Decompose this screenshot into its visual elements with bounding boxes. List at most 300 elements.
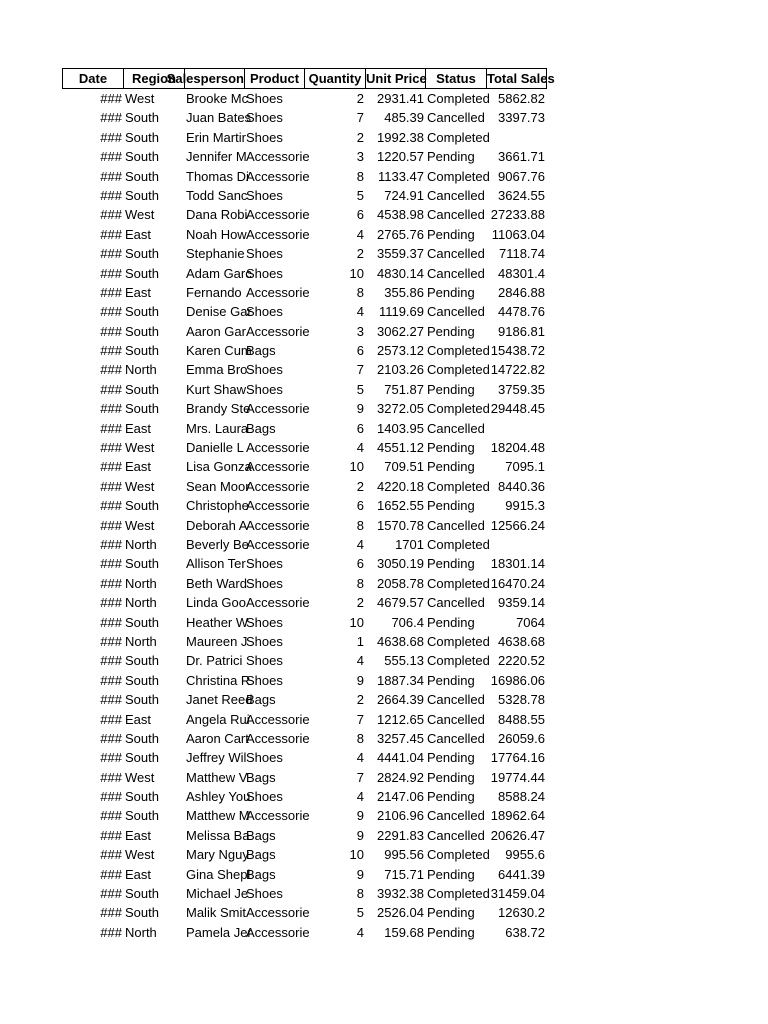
unit-price-cell[interactable]: 2824.92 [377,769,424,785]
region-cell[interactable]: South [125,905,159,921]
date-cell[interactable]: ### [100,905,122,921]
unit-price-cell[interactable]: 2147.06 [377,789,424,805]
status-cell[interactable]: Completed [427,362,490,378]
product-cell[interactable]: Accessorie [246,168,310,184]
quantity-cell[interactable]: 8 [356,575,364,591]
date-cell[interactable]: ### [100,827,122,843]
total-sales-cell[interactable]: 8440.36 [498,478,545,494]
date-cell[interactable]: ### [100,614,122,630]
salesperson-cell[interactable]: Dr. Patrici [186,653,243,669]
unit-price-cell[interactable]: 3932.38 [377,886,424,902]
total-sales-cell[interactable]: 2846.88 [498,284,545,300]
quantity-cell[interactable]: 10 [349,459,364,475]
salesperson-cell[interactable]: Mary Nguy [186,847,249,863]
quantity-cell[interactable]: 2 [356,478,364,494]
date-cell[interactable]: ### [100,246,122,262]
total-sales-cell[interactable]: 18962.64 [490,808,545,824]
region-cell[interactable]: East [125,827,152,843]
unit-price-cell[interactable]: 2106.96 [377,808,424,824]
salesperson-cell[interactable]: Aaron Cart [186,730,249,746]
salesperson-cell[interactable]: Brooke Mc [186,91,249,106]
unit-price-cell[interactable]: 2765.76 [377,226,424,242]
salesperson-cell[interactable]: Melissa Ba [186,827,250,843]
salesperson-cell[interactable]: Denise Gar [186,304,252,320]
salesperson-cell[interactable]: Emma Bro [186,362,248,378]
status-cell[interactable]: Pending [427,323,475,339]
total-sales-cell[interactable]: 31459.04 [490,886,545,902]
quantity-cell[interactable]: 9 [356,808,364,824]
total-sales-cell[interactable]: 12630.2 [498,905,545,921]
header-date[interactable]: Date [62,68,124,89]
status-cell[interactable]: Pending [427,866,475,882]
unit-price-cell[interactable]: 3559.37 [377,246,424,262]
product-cell[interactable]: Bags [246,692,276,708]
unit-price-cell[interactable]: 3257.45 [377,730,424,746]
status-cell[interactable]: Pending [427,459,475,475]
status-cell[interactable]: Cancelled [427,420,485,436]
salesperson-cell[interactable]: Sean Moor [186,478,250,494]
status-cell[interactable]: Cancelled [427,808,485,824]
unit-price-cell[interactable]: 2103.26 [377,362,424,378]
salesperson-cell[interactable]: Fernando [186,284,242,300]
product-cell[interactable]: Accessorie [246,149,310,165]
status-cell[interactable]: Cancelled [427,187,485,203]
status-cell[interactable]: Pending [427,149,475,165]
region-cell[interactable]: North [125,536,157,552]
quantity-cell[interactable]: 3 [356,149,364,165]
unit-price-cell[interactable]: 4679.57 [377,595,424,611]
quantity-cell[interactable]: 3 [356,323,364,339]
status-cell[interactable]: Cancelled [427,517,485,533]
region-cell[interactable]: South [125,401,159,417]
total-sales-cell[interactable] [487,535,547,554]
salesperson-cell[interactable]: Beverly Be [186,536,249,552]
date-cell[interactable]: ### [100,730,122,746]
salesperson-cell[interactable]: Pamela Jer [186,924,252,940]
salesperson-cell[interactable]: Christina R [186,672,251,688]
date-cell[interactable]: ### [100,420,122,436]
product-cell[interactable]: Shoes [246,381,283,397]
date-cell[interactable]: ### [100,149,122,165]
header-status[interactable]: Status [426,68,487,89]
total-sales-cell[interactable]: 26059.6 [498,730,545,746]
header-total-sales[interactable]: Total Sales [487,68,547,89]
unit-price-cell[interactable]: 4220.18 [377,478,424,494]
product-cell[interactable]: Bags [246,343,276,359]
total-sales-cell[interactable]: 9186.81 [498,323,545,339]
salesperson-cell[interactable]: Angela Rui [186,711,250,727]
region-cell[interactable]: East [125,420,152,436]
region-cell[interactable]: North [125,575,157,591]
salesperson-cell[interactable]: Adam Garc [186,265,252,281]
region-cell[interactable]: South [125,672,159,688]
date-cell[interactable]: ### [100,187,122,203]
status-cell[interactable]: Cancelled [427,265,485,281]
salesperson-cell[interactable]: Dana Robi [186,207,248,223]
date-cell[interactable]: ### [100,168,122,184]
total-sales-cell[interactable]: 3624.55 [498,187,545,203]
product-cell[interactable]: Accessorie [246,595,310,611]
status-cell[interactable]: Completed [427,536,490,552]
region-cell[interactable]: West [125,207,155,223]
total-sales-cell[interactable]: 16986.06 [490,672,545,688]
region-cell[interactable]: North [125,633,157,649]
unit-price-cell[interactable]: 3050.19 [377,556,424,572]
status-cell[interactable]: Completed [427,847,490,863]
region-cell[interactable]: East [125,226,152,242]
date-cell[interactable]: ### [100,866,122,882]
product-cell[interactable]: Bags [246,866,276,882]
region-cell[interactable]: South [125,246,159,262]
total-sales-cell[interactable] [487,128,547,147]
product-cell[interactable]: Accessorie [246,517,310,533]
product-cell[interactable]: Accessorie [246,905,310,921]
region-cell[interactable]: East [125,866,152,882]
quantity-cell[interactable]: 6 [356,343,364,359]
date-cell[interactable]: ### [100,789,122,805]
header-salesperson[interactable]: Salesperson [185,68,245,89]
region-cell[interactable]: East [125,711,152,727]
salesperson-cell[interactable]: Todd Sanc [186,187,248,203]
date-cell[interactable]: ### [100,692,122,708]
product-cell[interactable]: Accessorie [246,207,310,223]
status-cell[interactable]: Pending [427,556,475,572]
salesperson-cell[interactable]: Christophe [186,498,249,514]
unit-price-cell[interactable]: 1887.34 [377,672,424,688]
region-cell[interactable]: East [125,459,152,475]
unit-price-cell[interactable]: 751.87 [384,381,424,397]
salesperson-cell[interactable]: Juan Bates [186,110,252,126]
total-sales-cell[interactable]: 3397.73 [498,110,545,126]
date-cell[interactable]: ### [100,478,122,494]
unit-price-cell[interactable]: 2573.12 [377,343,424,359]
date-cell[interactable]: ### [100,323,122,339]
date-cell[interactable]: ### [100,498,122,514]
total-sales-cell[interactable]: 4638.68 [498,633,545,649]
unit-price-cell[interactable]: 555.13 [384,653,424,669]
unit-price-cell[interactable]: 2664.39 [377,692,424,708]
total-sales-cell[interactable]: 8588.24 [498,789,545,805]
status-cell[interactable]: Pending [427,750,475,766]
date-cell[interactable]: ### [100,886,122,902]
region-cell[interactable]: South [125,304,159,320]
unit-price-cell[interactable]: 2931.41 [377,91,424,106]
unit-price-cell[interactable]: 1119.69 [378,304,424,320]
region-cell[interactable]: South [125,187,159,203]
quantity-cell[interactable]: 4 [356,750,364,766]
status-cell[interactable]: Completed [427,478,490,494]
total-sales-cell[interactable]: 4478.76 [498,304,545,320]
quantity-cell[interactable]: 10 [349,614,364,630]
total-sales-cell[interactable] [487,419,547,438]
status-cell[interactable]: Cancelled [427,246,485,262]
date-cell[interactable]: ### [100,362,122,378]
quantity-cell[interactable]: 9 [356,672,364,688]
region-cell[interactable]: North [125,924,157,940]
quantity-cell[interactable]: 2 [356,246,364,262]
status-cell[interactable]: Pending [427,498,475,514]
salesperson-cell[interactable]: Stephanie [186,246,245,262]
product-cell[interactable]: Shoes [246,265,283,281]
unit-price-cell[interactable]: 1212.65 [377,711,424,727]
quantity-cell[interactable]: 4 [356,536,364,552]
date-cell[interactable]: ### [100,459,122,475]
quantity-cell[interactable]: 2 [356,595,364,611]
total-sales-cell[interactable]: 20626.47 [490,827,545,843]
total-sales-cell[interactable]: 7064 [516,614,545,630]
salesperson-cell[interactable]: Heather W [186,614,249,630]
salesperson-cell[interactable]: Ashley You [186,789,251,805]
status-cell[interactable]: Completed [427,91,490,106]
total-sales-cell[interactable]: 8488.55 [498,711,545,727]
unit-price-cell[interactable]: 724.91 [384,187,424,203]
total-sales-cell[interactable]: 16470.24 [490,575,545,591]
date-cell[interactable]: ### [100,633,122,649]
status-cell[interactable]: Cancelled [427,730,485,746]
total-sales-cell[interactable]: 5862.82 [498,91,545,106]
product-cell[interactable]: Shoes [246,91,283,106]
quantity-cell[interactable]: 8 [356,730,364,746]
unit-price-cell[interactable]: 1992.38 [377,129,424,145]
quantity-cell[interactable]: 9 [356,827,364,843]
unit-price-cell[interactable]: 1403.95 [377,420,424,436]
total-sales-cell[interactable]: 18204.48 [490,440,545,456]
total-sales-cell[interactable]: 9955.6 [505,847,545,863]
date-cell[interactable]: ### [100,343,122,359]
date-cell[interactable]: ### [100,517,122,533]
region-cell[interactable]: South [125,692,159,708]
status-cell[interactable]: Completed [427,575,490,591]
salesperson-cell[interactable]: Maureen J [186,633,248,649]
quantity-cell[interactable]: 7 [356,362,364,378]
quantity-cell[interactable]: 7 [356,110,364,126]
status-cell[interactable]: Pending [427,226,475,242]
region-cell[interactable]: South [125,730,159,746]
total-sales-cell[interactable]: 6441.39 [498,866,545,882]
status-cell[interactable]: Pending [427,924,475,940]
region-cell[interactable]: South [125,789,159,805]
quantity-cell[interactable]: 2 [356,692,364,708]
product-cell[interactable]: Bags [246,827,276,843]
unit-price-cell[interactable]: 1133.47 [377,168,424,184]
product-cell[interactable]: Shoes [246,304,283,320]
total-sales-cell[interactable]: 29448.45 [490,401,545,417]
unit-price-cell[interactable]: 3062.27 [377,323,424,339]
date-cell[interactable]: ### [100,595,122,611]
region-cell[interactable]: West [125,517,155,533]
salesperson-cell[interactable]: Deborah A [186,517,248,533]
status-cell[interactable]: Pending [427,672,475,688]
salesperson-cell[interactable]: Malik Smit [186,905,246,921]
region-cell[interactable]: South [125,498,159,514]
unit-price-cell[interactable]: 706.4 [391,614,424,630]
unit-price-cell[interactable]: 1570.78 [377,517,424,533]
quantity-cell[interactable]: 8 [356,284,364,300]
product-cell[interactable]: Accessorie [246,478,310,494]
date-cell[interactable]: ### [100,440,122,456]
total-sales-cell[interactable]: 9067.76 [498,168,545,184]
region-cell[interactable]: South [125,556,159,572]
unit-price-cell[interactable]: 355.86 [384,284,424,300]
salesperson-cell[interactable]: Karen Cum [186,343,252,359]
product-cell[interactable]: Shoes [246,362,283,378]
product-cell[interactable]: Shoes [246,187,283,203]
region-cell[interactable]: South [125,886,159,902]
date-cell[interactable]: ### [100,750,122,766]
quantity-cell[interactable]: 8 [356,886,364,902]
total-sales-cell[interactable]: 11063.04 [491,226,545,242]
unit-price-cell[interactable]: 1701 [395,536,424,552]
region-cell[interactable]: West [125,91,155,106]
product-cell[interactable]: Accessorie [246,730,310,746]
status-cell[interactable]: Pending [427,905,475,921]
quantity-cell[interactable]: 9 [356,866,364,882]
unit-price-cell[interactable]: 1220.57 [377,149,424,165]
unit-price-cell[interactable]: 3272.05 [377,401,424,417]
region-cell[interactable]: South [125,110,159,126]
product-cell[interactable]: Accessorie [246,401,310,417]
total-sales-cell[interactable]: 12566.24 [490,517,545,533]
salesperson-cell[interactable]: Beth Ward [186,575,247,591]
quantity-cell[interactable]: 4 [356,789,364,805]
salesperson-cell[interactable]: Matthew V [186,769,248,785]
quantity-cell[interactable]: 6 [356,420,364,436]
unit-price-cell[interactable]: 715.71 [384,866,424,882]
date-cell[interactable]: ### [100,401,122,417]
total-sales-cell[interactable]: 9915.3 [505,498,545,514]
quantity-cell[interactable]: 6 [356,556,364,572]
region-cell[interactable]: South [125,168,159,184]
status-cell[interactable]: Completed [427,653,490,669]
region-cell[interactable]: South [125,265,159,281]
product-cell[interactable]: Accessorie [246,284,310,300]
salesperson-cell[interactable]: Janet Reed [186,692,253,708]
date-cell[interactable]: ### [100,924,122,940]
unit-price-cell[interactable]: 709.51 [384,459,424,475]
status-cell[interactable]: Completed [427,168,490,184]
region-cell[interactable]: South [125,129,159,145]
salesperson-cell[interactable]: Matthew M [186,808,250,824]
quantity-cell[interactable]: 5 [356,905,364,921]
quantity-cell[interactable]: 7 [356,711,364,727]
quantity-cell[interactable]: 5 [356,187,364,203]
salesperson-cell[interactable]: Allison Ter [186,556,246,572]
product-cell[interactable]: Shoes [246,750,283,766]
product-cell[interactable]: Shoes [246,789,283,805]
date-cell[interactable]: ### [100,381,122,397]
product-cell[interactable]: Shoes [246,129,283,145]
quantity-cell[interactable]: 1 [356,633,364,649]
unit-price-cell[interactable]: 159.68 [384,924,424,940]
total-sales-cell[interactable]: 2220.52 [498,653,545,669]
status-cell[interactable]: Cancelled [427,304,485,320]
unit-price-cell[interactable]: 2058.78 [377,575,424,591]
status-cell[interactable]: Completed [427,129,490,145]
salesperson-cell[interactable]: Noah How [186,226,247,242]
product-cell[interactable]: Bags [246,769,276,785]
product-cell[interactable]: Accessorie [246,440,310,456]
salesperson-cell[interactable]: Kurt Shaw [186,381,246,397]
status-cell[interactable]: Pending [427,284,475,300]
unit-price-cell[interactable]: 2291.83 [377,827,424,843]
product-cell[interactable]: Accessorie [246,226,310,242]
date-cell[interactable]: ### [100,672,122,688]
salesperson-cell[interactable]: Jennifer M [186,149,247,165]
region-cell[interactable]: South [125,750,159,766]
unit-price-cell[interactable]: 4538.98 [377,207,424,223]
total-sales-cell[interactable]: 19774.44 [490,769,545,785]
quantity-cell[interactable]: 4 [356,924,364,940]
total-sales-cell[interactable]: 18301.14 [490,556,545,572]
unit-price-cell[interactable]: 485.39 [384,110,424,126]
status-cell[interactable]: Pending [427,789,475,805]
status-cell[interactable]: Cancelled [427,595,485,611]
date-cell[interactable]: ### [100,284,122,300]
total-sales-cell[interactable]: 3661.71 [498,149,545,165]
product-cell[interactable]: Accessorie [246,924,310,940]
quantity-cell[interactable]: 2 [356,91,364,106]
salesperson-cell[interactable]: Gina Shepl [186,866,251,882]
date-cell[interactable]: ### [100,207,122,223]
region-cell[interactable]: West [125,769,155,785]
quantity-cell[interactable]: 6 [356,498,364,514]
date-cell[interactable]: ### [100,575,122,591]
region-cell[interactable]: South [125,343,159,359]
date-cell[interactable]: ### [100,110,122,126]
product-cell[interactable]: Shoes [246,614,283,630]
date-cell[interactable]: ### [100,91,122,106]
date-cell[interactable]: ### [100,536,122,552]
quantity-cell[interactable]: 2 [356,129,364,145]
date-cell[interactable]: ### [100,808,122,824]
status-cell[interactable]: Cancelled [427,110,485,126]
date-cell[interactable]: ### [100,226,122,242]
quantity-cell[interactable]: 4 [356,304,364,320]
region-cell[interactable]: East [125,284,152,300]
total-sales-cell[interactable]: 15438.72 [490,343,545,359]
total-sales-cell[interactable]: 48301.4 [498,265,545,281]
status-cell[interactable]: Cancelled [427,827,485,843]
salesperson-cell[interactable]: Thomas Di [186,168,249,184]
product-cell[interactable]: Accessorie [246,711,310,727]
total-sales-cell[interactable]: 9359.14 [498,595,545,611]
quantity-cell[interactable]: 4 [356,653,364,669]
date-cell[interactable]: ### [100,265,122,281]
region-cell[interactable]: North [125,595,157,611]
total-sales-cell[interactable]: 3759.35 [498,381,545,397]
date-cell[interactable]: ### [100,769,122,785]
salesperson-cell[interactable]: Danielle L [186,440,244,456]
unit-price-cell[interactable]: 4551.12 [377,440,424,456]
product-cell[interactable]: Shoes [246,556,283,572]
product-cell[interactable]: Bags [246,420,276,436]
quantity-cell[interactable]: 8 [356,168,364,184]
salesperson-cell[interactable]: Brandy Ste [186,401,251,417]
status-cell[interactable]: Cancelled [427,692,485,708]
product-cell[interactable]: Shoes [246,575,283,591]
header-region[interactable]: Region [124,68,185,89]
total-sales-cell[interactable]: 5328.78 [498,692,545,708]
unit-price-cell[interactable]: 2526.04 [377,905,424,921]
quantity-cell[interactable]: 4 [356,226,364,242]
unit-price-cell[interactable]: 4638.68 [377,633,424,649]
region-cell[interactable]: North [125,362,157,378]
product-cell[interactable]: Shoes [246,633,283,649]
product-cell[interactable]: Bags [246,847,276,863]
product-cell[interactable]: Accessorie [246,498,310,514]
quantity-cell[interactable]: 8 [356,517,364,533]
date-cell[interactable]: ### [100,653,122,669]
